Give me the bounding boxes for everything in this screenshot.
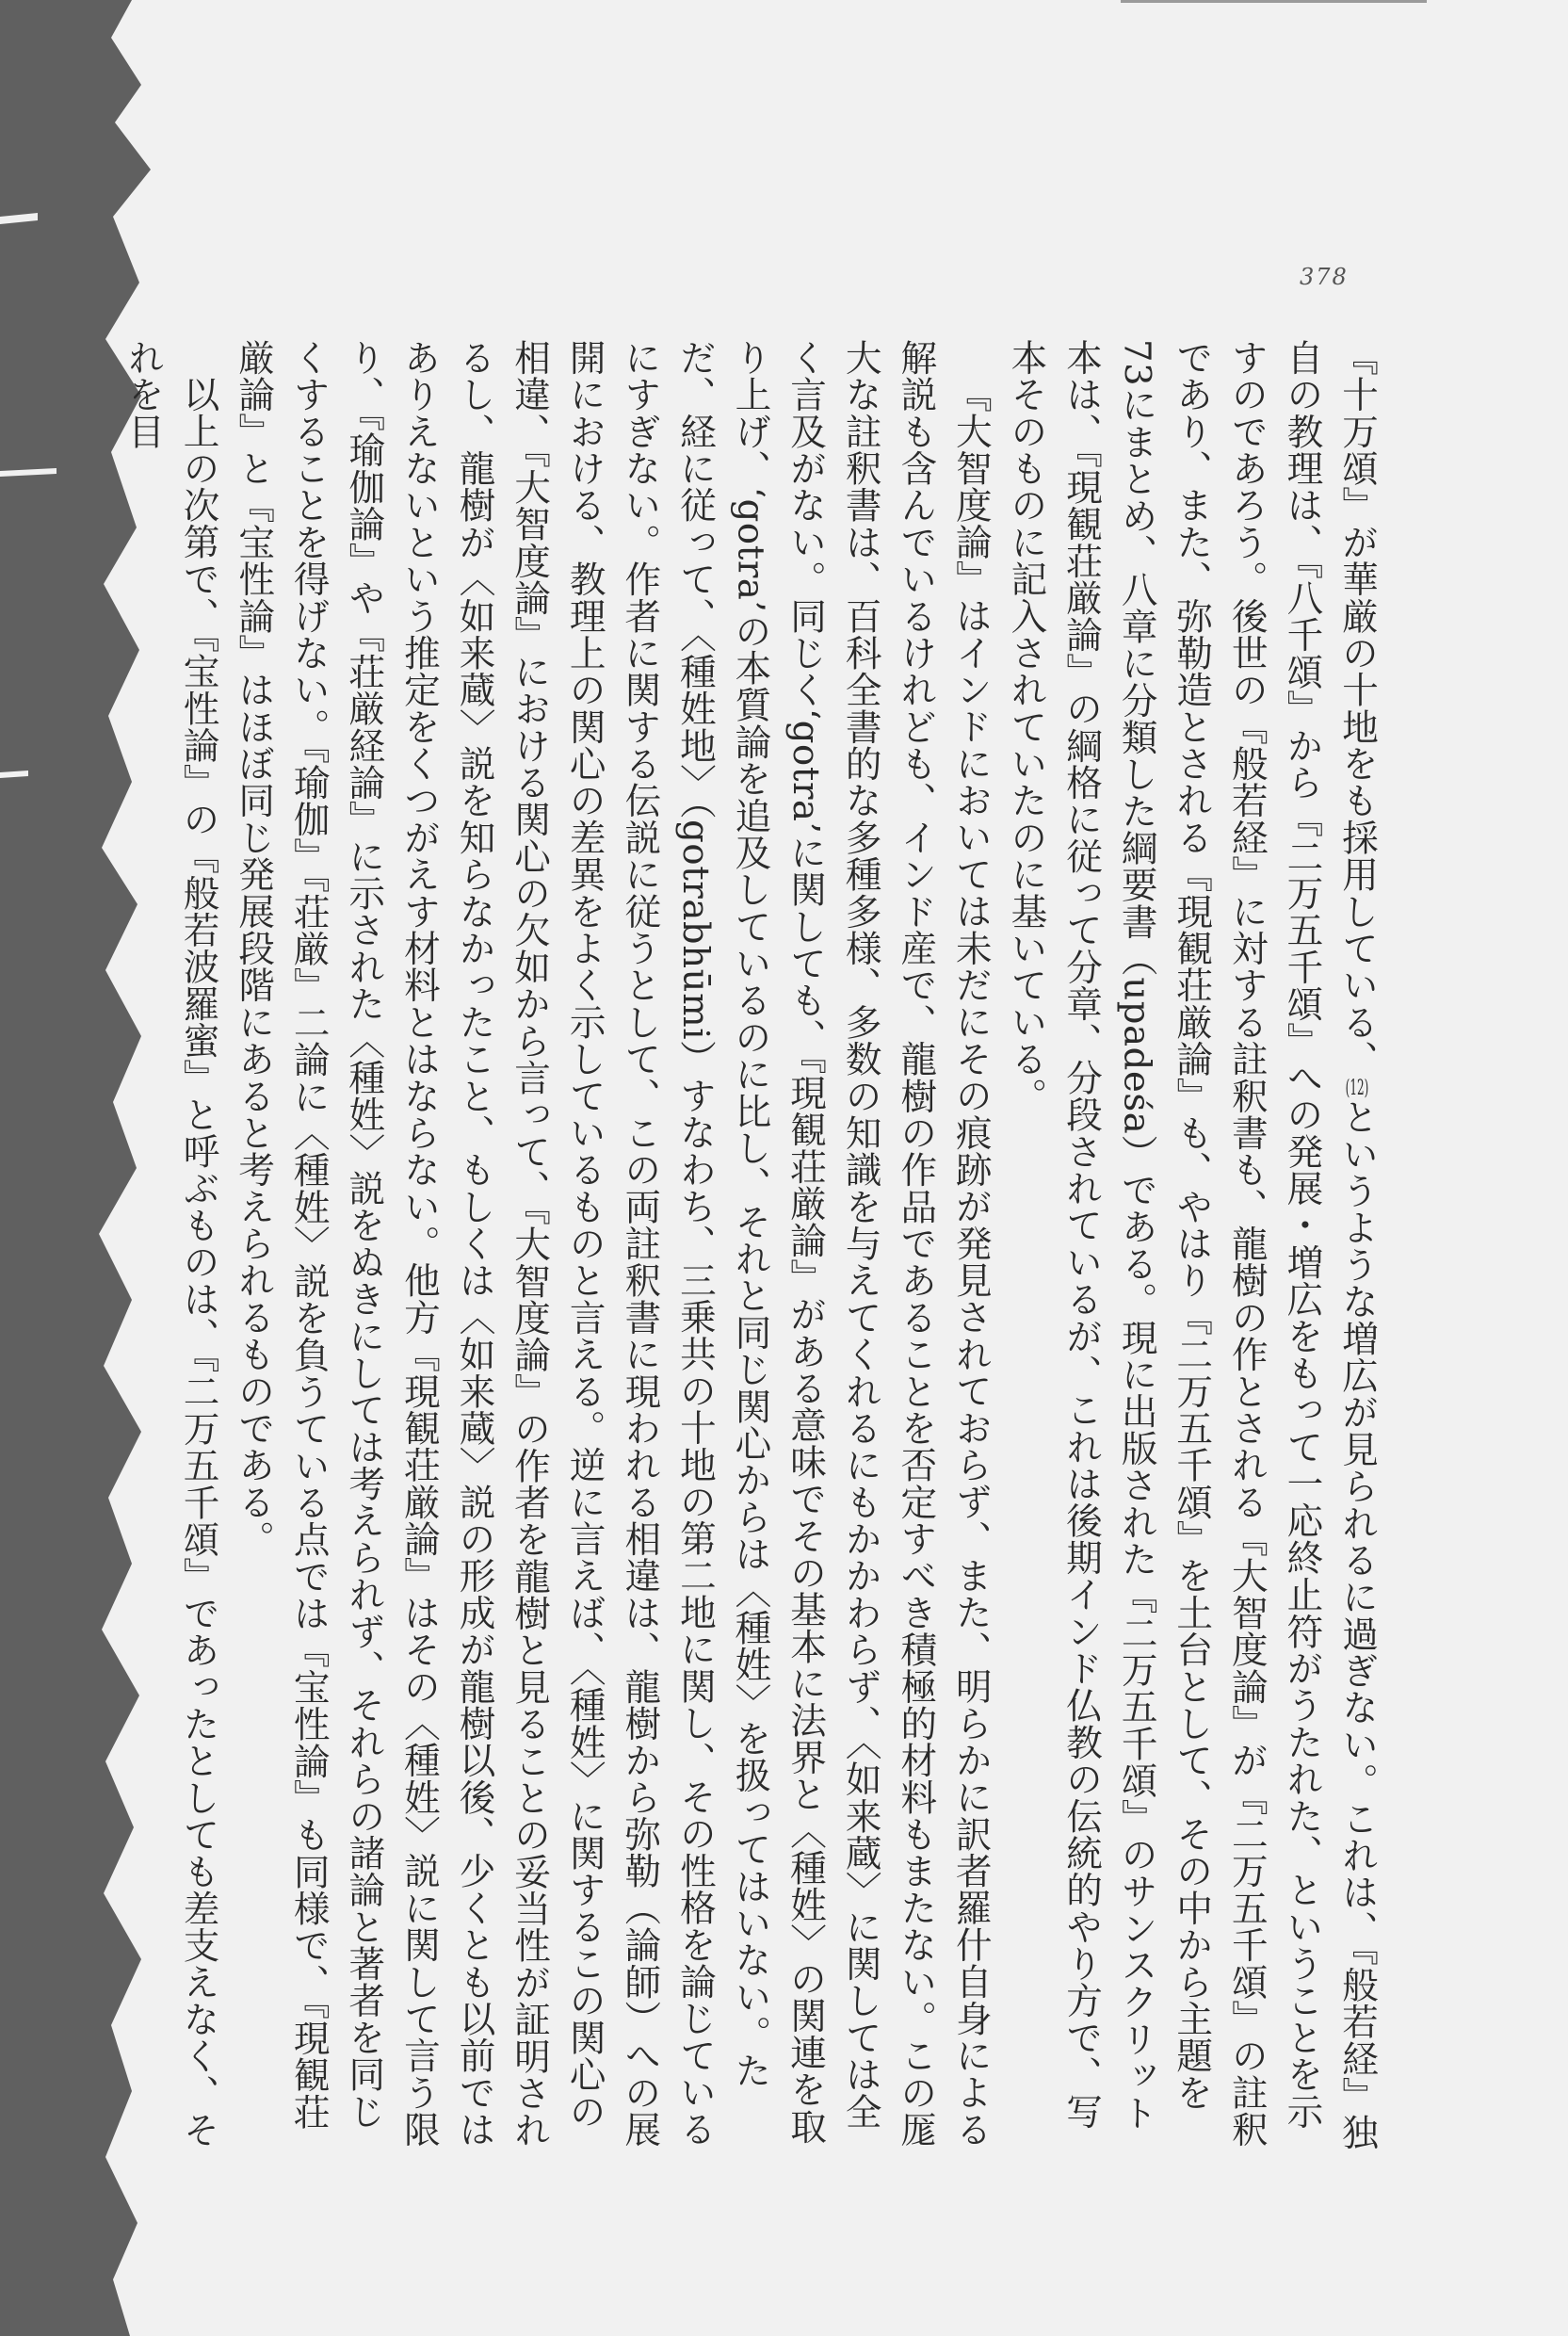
page-number: 378 xyxy=(1300,264,1349,290)
paragraph-1 xyxy=(998,339,1384,2157)
vertical-body-text xyxy=(121,339,1384,2157)
paragraph-3 xyxy=(115,339,225,2157)
top-rule xyxy=(1121,0,1427,3)
paragraph-1-text-b: というような増広が見られるに過ぎない。これは、『般若経』独自の教理は、『八千頌』から『二万五千頌』への発展・増広をもって一応終止符がうたれた、ということを示すのであろう。後世の『般若経』に対する註釈書も、龍樹の作とされる『大智度論』が『二万五千頌』の註釈であり、また、弥勒造とされる『現観荘厳論』も、やはり『二万五千頌』を土台として、その中から主題を73にまとめ、八章に分類した綱要書（upadeśa）である。現に出版された『二万五千頌』のサンスクリット本は、『現観荘厳論』の綱格に従って分章、分段されているが、これは後期インド仏教の伝統的やり方で、写本そのものに記入されていたのに基いている。 xyxy=(1005,339,1379,2151)
paragraph-2-text: 『大智度論』はインドにおいては未だにその痕跡が発見されておらず、また、明らかに訳者羅什自身による解説も含んでいるけれども、インド産で、龍樹の作品であることを否定すべき積極的材料もまたない。この厖大な註釈書は、百科全書的な多種多様、多数の知識を与えてくれるにもかかわらず、〈如来蔵〉に関しては全く言及がない。同じく‘gotra’に関しても、『現観荘厳論』がある意味でその基本に法界と〈種姓〉の関連を取り上げ、‘gotra’の本質論を追及しているのに比し、それと同じ関心からは〈種姓〉を扱ってはいない。ただ、経に従って、〈種姓地〉（gotrabhūmi）すなわち、三乗共の十地の第二地に関し、その性格を論じているにすぎない。作者に関する伝説に従うとして、この両註釈書に現われる相違は、龍樹から弥勒（論師）への展開における、教理上の関心の差異をよく示しているものと言える。逆に言えば、〈種姓〉に関するこの関心の相違、『大智度論』における関心の欠如から言って、『大智度論』の作者を龍樹と見ることの妥当性が証明されるし、龍樹が〈如来蔵〉説を知らなかったこと、もしくは〈如来蔵〉説の形成が龍樹以後、少くとも以前ではありえないという推定をくつがえす材料とはならない。他方『現観荘厳論』はその〈種姓〉説に関して言う限り、『瑜伽論』や『荘厳経論』に示された〈種姓〉説をぬきにしては考えられず、それらの諸論と著者を同じくすることを得げない。『瑜伽』『荘厳』二論に〈種姓〉説を負うている点では『宝性論』も同様で、『現観荘厳論』と『宝性論』はほぼ同じ発展段階にあると考えられるものである。 xyxy=(233,339,993,2149)
footnote-marker-12: (12) xyxy=(1345,1077,1369,1099)
paragraph-2 xyxy=(226,339,998,2157)
paragraph-1-text-a: 『十万頌』が華厳の十地をも採用している、 xyxy=(1336,339,1379,1078)
paragraph-3-text: 以上の次第で、『宝性論』の『般若波羅蜜』と呼ぶものは、『二万五千頌』であったとしても差支えなく、それを目 xyxy=(121,339,220,2149)
